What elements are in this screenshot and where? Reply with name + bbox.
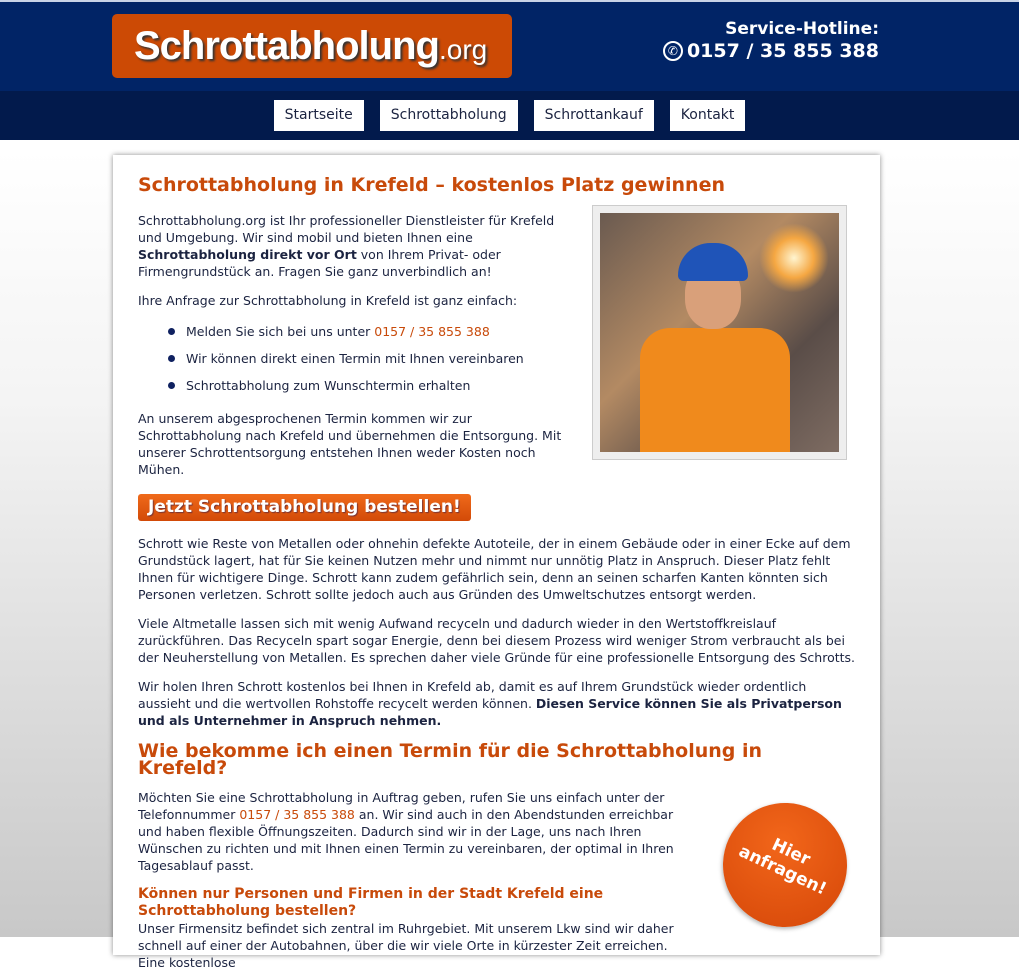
phone-link[interactable]: 0157 / 35 855 388: [239, 807, 355, 822]
section-heading: Wie bekomme ich einen Termin für die Schrottabholung in Krefeld?: [138, 740, 763, 779]
paragraph: Viele Altmetalle lassen sich mit wenig Aufwand recyceln und dadurch wieder in den Wertstoffkreislauf zurückführen. Das Recyceln spart sogar Energie, denn bei diesem Prozess wird weniger Strom verbraucht als bei der Neuherstellung von Metallen. Es sprechen daher viele Gründe für eine professionelle Entsorgung des Schrotts.: [138, 616, 856, 665]
paragraph: Wir holen Ihren Schrott kostenlos bei Ihnen in Krefeld ab, damit es auf Ihrem Grundstück wieder ordentlich aussieht und die wertvollen Rohstoffe recycelt werden können. Diesen Service können Sie als Privatperson und als Unternehmer in Anspruch nehmen.: [138, 679, 842, 728]
page-title: Schrottabholung in Krefeld – kostenlos Platz gewinnen: [138, 174, 725, 196]
hotline: [663, 18, 879, 62]
paragraph: Schrott wie Reste von Metallen oder ohnehin defekte Autoteile, der in einem Gebäude oder in einer Ecke auf dem Grundstück lagert, hat für Sie keinen Nutzen mehr und nimmt nur unnötig Platz in Anspruch. Dieser Platz fehlt Ihnen für wichtigere Dinge. Schrott kann zudem gefährlich sein, denn an seinen scharfen Kanten könnten sich Personen verletzen. Schrott sollte jedoch auch aus Gründen des Umweltschutzes entsorgt werden.: [138, 536, 851, 602]
paragraph: Unser Firmensitz befindet sich zentral im Ruhrgebiet. Mit unserem Lkw sind wir daher schnell auf einer der Autobahnen, über die wir viele Orte in kürzester Zeit erreichen. Eine kostenlose: [138, 921, 674, 970]
logo[interactable]: [112, 14, 512, 78]
list-item: Schrottabholung zum Wunschtermin erhalten: [168, 377, 855, 394]
nav-startseite[interactable]: Startseite: [274, 100, 364, 131]
main-nav: [0, 91, 1019, 140]
site-header: [0, 0, 1019, 91]
nav-kontakt[interactable]: Kontakt: [670, 100, 746, 131]
nav-schrottankauf[interactable]: Schrottankauf: [534, 100, 654, 131]
steps-intro: Ihre Anfrage zur Schrottabholung in Krefeld ist ganz einfach:: [138, 293, 518, 308]
content-box: [113, 155, 880, 970]
intro-text: Schrottabholung.org ist Ihr professioneller Dienstleister für Krefeld und Umgebung. Wir sind mobil und bieten Ihnen eine Schrottabholung direkt vor Ort von Ihrem Privat- oder Firmengrundstück an. Fragen Sie ganz unverbindlich an!: [138, 213, 555, 279]
phone-icon: ✆: [663, 41, 683, 61]
after-text: An unserem abgesprochenen Termin kommen wir zur Schrottabholung nach Krefeld und übernehmen die Entsorgung. Mit unserer Schrottentsorgung entstehen Ihnen weder Kosten noch Mühen.: [138, 411, 562, 477]
nav-schrottabholung[interactable]: Schrottabholung: [380, 100, 518, 131]
list-item: Melden Sie sich bei uns unter 0157 / 35 855 388: [168, 323, 855, 340]
inquiry-bubble-button[interactable]: Hier anfragen!: [703, 783, 868, 948]
steps-list: [168, 323, 855, 394]
logo-text: Schrottabholung: [134, 24, 439, 68]
paragraph: Möchten Sie eine Schrottabholung in Auftrag geben, rufen Sie uns einfach unter der Telefonnummer 0157 / 35 855 388 an. Wir sind auch in den Abendstunden erreichbar und haben flexible Öffnungszeiten. Dadurch sind wir in der Lage, uns nach Ihren Wünschen zu richten und mit Ihnen einen Termin zu vereinbaren, der optimal in Ihren Tagesablauf passt.: [138, 790, 674, 873]
phone-link[interactable]: 0157 / 35 855 388: [374, 324, 490, 339]
hotline-number[interactable]: 0157 / 35 855 388: [686, 40, 879, 62]
list-item: Wir können direkt einen Termin mit Ihnen vereinbaren: [168, 350, 855, 367]
hotline-label: Service-Hotline:: [725, 19, 879, 39]
order-button[interactable]: Jetzt Schrottabholung bestellen!: [138, 494, 471, 521]
logo-tld: .org: [438, 34, 488, 65]
sub-heading: Können nur Personen und Firmen in der Stadt Krefeld eine Schrottabholung bestellen?: [138, 886, 604, 919]
